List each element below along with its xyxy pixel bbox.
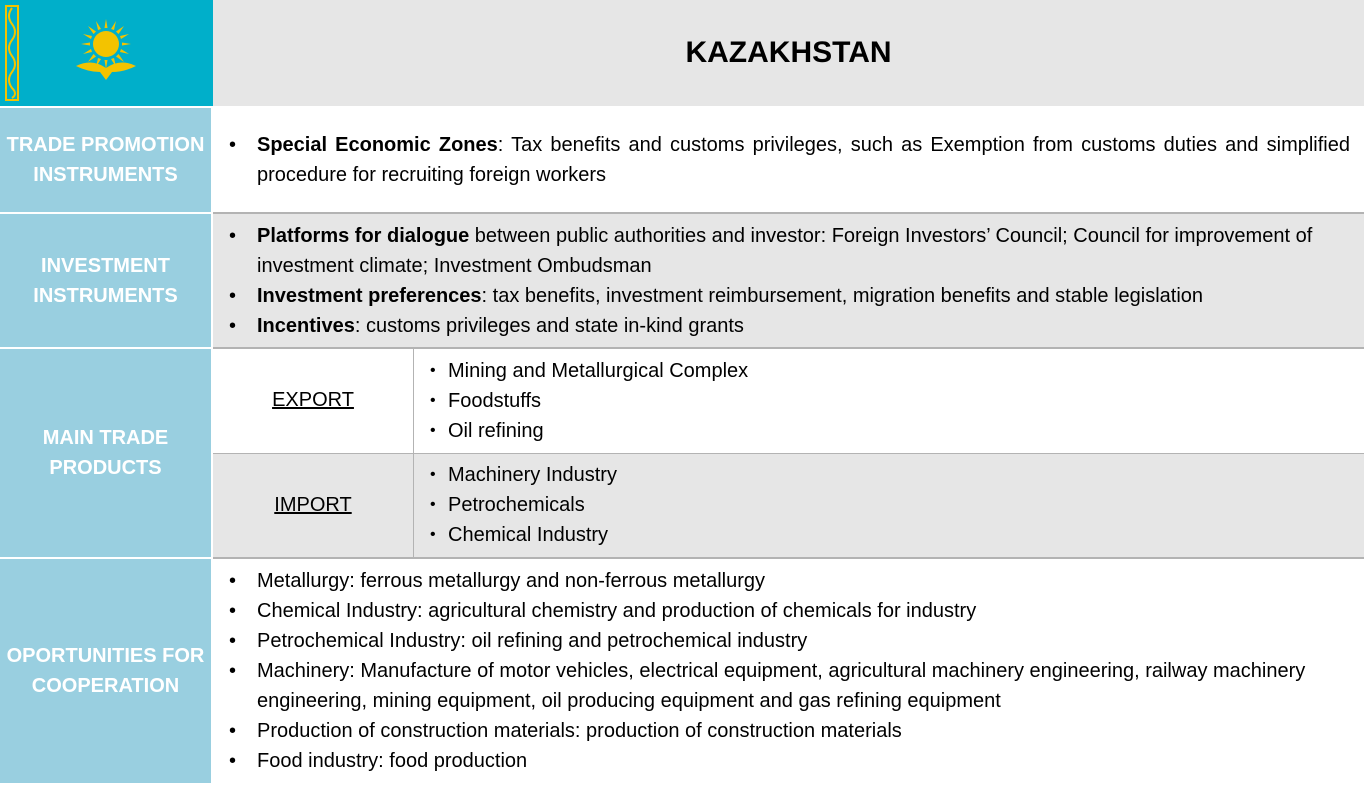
row-trade-promotion: [0, 108, 1364, 212]
item-text: : tax benefits, investment reimbursement, migration benefits and stable legislation: [481, 284, 1204, 307]
item-text: : customs privileges and state in-kind grants: [354, 314, 744, 337]
list-item: • Machinery Industry: [430, 460, 1364, 490]
content-trade-promotion: [213, 108, 1364, 212]
item-text: between public authorities and investor: Foreign Investors’ Council; Council for improvement of investment climate; Investment Ombudsman: [257, 224, 1313, 277]
list-item: • Chemical Industry: [430, 520, 1364, 550]
item-bold: Platforms for dialogue: [257, 224, 470, 247]
import-row: [213, 454, 1364, 558]
list-item: • Machinery: Manufacture of motor vehicles, electrical equipment, agricultural machinery engineering, railway machinery engineering, mining equipment, oil producing equipment and gas refining equipment: [229, 656, 1350, 716]
list-item: [229, 221, 1350, 281]
export-label: EXPORT: [213, 349, 414, 453]
cooperation-list: [229, 566, 1350, 776]
trade-products-table: [213, 349, 1364, 557]
list-item: • Oil refining: [430, 416, 1364, 446]
list-item: [229, 281, 1350, 311]
label-trade-products: MAIN TRADE PRODUCTS: [0, 349, 213, 557]
trade-promotion-list: [229, 130, 1350, 190]
list-item: • Production of construction materials: production of construction materials: [229, 716, 1350, 746]
label-trade-promotion: TRADE PROMOTION INSTRUMENTS: [0, 108, 213, 212]
flag-emblem: [0, 0, 213, 106]
export-items: [414, 349, 1364, 453]
item-text: : Tax benefits and customs privileges, such as Exemption from customs duties and simplified procedure for recruiting foreign workers: [257, 134, 1351, 186]
item-bold: Investment preferences: [257, 284, 482, 307]
content-cooperation: [213, 559, 1364, 783]
label-cooperation: OPORTUNITIES FOR COOPERATION: [0, 559, 213, 783]
investment-list: [229, 221, 1350, 341]
label-investment: INVESTMENT INSTRUMENTS: [0, 214, 213, 347]
list-item: [229, 130, 1350, 190]
row-trade-products: [0, 349, 1364, 557]
kazakhstan-flag-icon: [0, 0, 213, 106]
item-bold: Incentives: [257, 314, 355, 337]
header-row: [0, 0, 1364, 106]
list-item: • Mining and Metallurgical Complex: [430, 356, 1364, 386]
export-row: [213, 349, 1364, 453]
import-items: [414, 454, 1364, 558]
import-list: [430, 460, 1364, 550]
row-investment: [0, 214, 1364, 347]
item-bold: Special Economic Zones: [257, 134, 498, 156]
list-item: • Chemical Industry: agricultural chemistry and production of chemicals for industry: [229, 596, 1350, 626]
list-item: • Metallurgy: ferrous metallurgy and non-ferrous metallurgy: [229, 566, 1350, 596]
import-label: IMPORT: [213, 454, 414, 558]
page-title: KAZAKHSTAN: [213, 0, 1364, 106]
export-list: [430, 356, 1364, 446]
list-item: • Petrochemicals: [430, 490, 1364, 520]
list-item: • Food industry: food production: [229, 746, 1350, 776]
list-item: • Foodstuffs: [430, 386, 1364, 416]
row-cooperation: [0, 559, 1364, 783]
content-investment: [213, 214, 1364, 347]
list-item: • Petrochemical Industry: oil refining and petrochemical industry: [229, 626, 1350, 656]
list-item: [229, 311, 1350, 341]
